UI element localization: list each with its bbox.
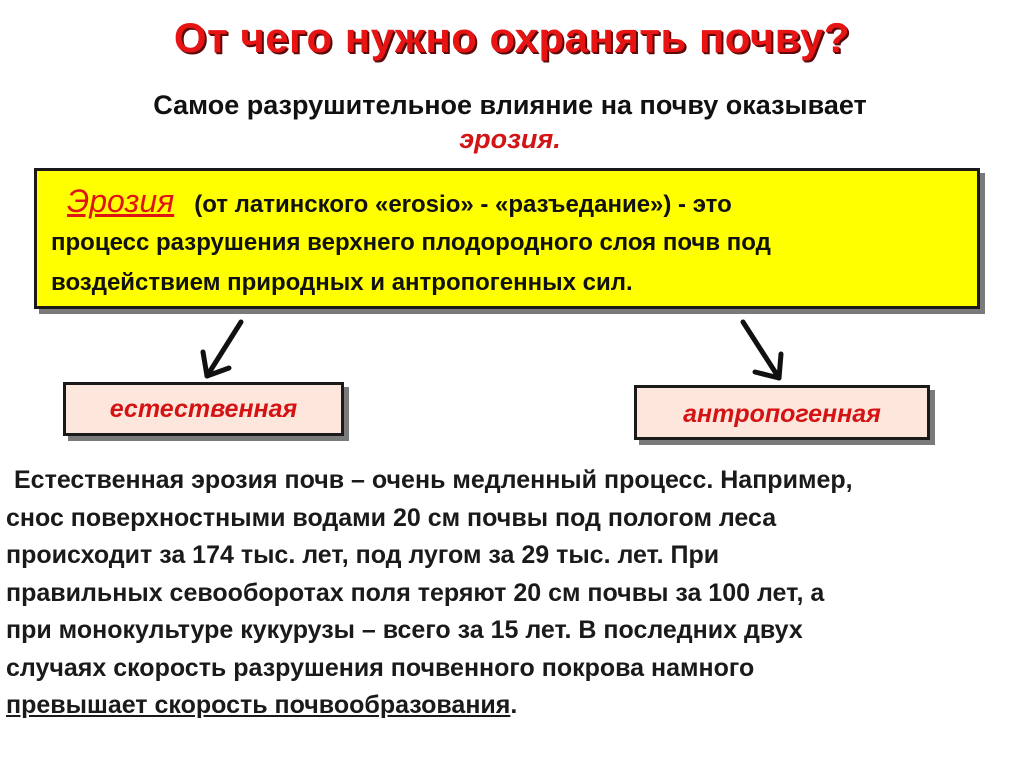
intro-text: [30, 88, 990, 156]
body-line-last: [6, 687, 1016, 725]
natural-erosion-box: естественная: [63, 382, 344, 436]
body-line: происходит за 174 тыс. лет, под лугом за 29 тыс. лет. При: [6, 541, 720, 569]
arrow-down-right-icon: [735, 318, 795, 384]
body-line: при монокультуре кукурузы – всего за 15 лет. В последних двух: [6, 616, 803, 644]
body-line: правильных севооборотах поля теряют 20 см почвы за 100 лет, а: [6, 578, 825, 607]
definition-line-3: воздействием природных и антропогенных сил.: [51, 269, 633, 296]
definition-line-2: процесс разрушения верхнего плодородного слоя почв под: [51, 229, 771, 256]
definition-box: [34, 168, 980, 309]
anthropogenic-erosion-box: антропогенная: [634, 385, 930, 440]
intro-accent: эрозия.: [459, 124, 561, 154]
intro-main: Самое разрушительное влияние на почву оказывает: [153, 90, 867, 120]
arrow-down-left-icon: [195, 318, 255, 382]
definition-etymology: (от латинского «erosio» - «разъедание») - это: [194, 191, 732, 218]
definition-term: Эрозия: [67, 183, 175, 219]
body-paragraph: [6, 462, 1016, 725]
underlined-phrase: превышает скорость почвообразования: [6, 691, 511, 719]
body-line: снос поверхностными водами 20 см почвы под пологом леса: [6, 503, 777, 532]
body-line: случаях скорость разрушения почвенного покрова намного: [6, 653, 755, 682]
slide-title: От чего нужно охранять почву?: [173, 14, 851, 61]
body-line-tail: .: [510, 691, 518, 719]
definition-line-1: [67, 183, 732, 220]
body-line: Естественная эрозия почв – очень медленный процесс. Например,: [14, 466, 853, 494]
